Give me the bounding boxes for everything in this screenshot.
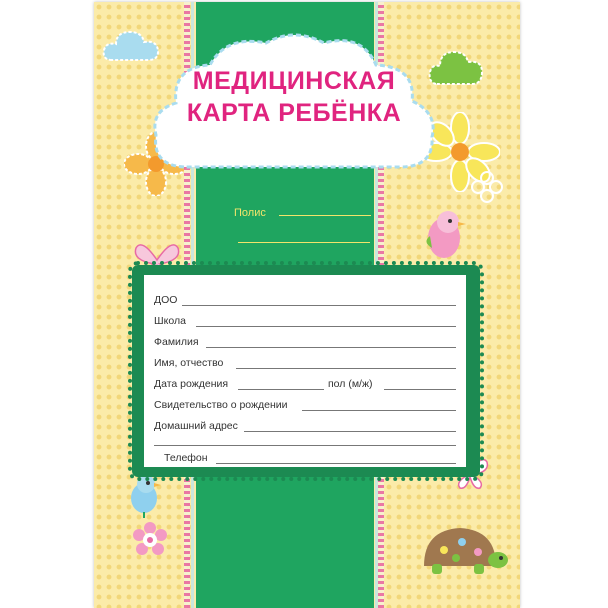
name-label: Имя, отчество	[154, 357, 224, 369]
surname-label: Фамилия	[154, 336, 199, 348]
form-frame	[132, 265, 480, 477]
school-line[interactable]	[196, 326, 456, 327]
certificate-line[interactable]	[302, 410, 456, 411]
policy-label: Полис	[234, 207, 266, 219]
white-flower-icon	[470, 170, 504, 204]
phone-line[interactable]	[216, 463, 456, 464]
turtle-icon	[418, 516, 508, 578]
doo-label: ДОО	[154, 294, 178, 306]
title-line-1: МЕДИЦИНСКАЯ	[192, 67, 396, 95]
pink-bird-icon	[420, 208, 470, 264]
info-form	[144, 275, 466, 467]
surname-line[interactable]	[206, 347, 456, 348]
title-cloud	[148, 27, 440, 177]
certificate-label: Свидетельство о рождении	[154, 399, 288, 411]
policy-line-2[interactable]	[238, 242, 370, 243]
name-line[interactable]	[236, 368, 456, 369]
address-line-2[interactable]	[154, 445, 456, 446]
birth-date-label: Дата рождения	[154, 378, 229, 390]
doo-line[interactable]	[182, 305, 456, 306]
policy-line[interactable]	[279, 215, 371, 216]
title-line-2: КАРТА РЕБЁНКА	[186, 99, 402, 127]
phone-label: Телефон	[164, 452, 208, 464]
address-label: Домашний адрес	[154, 420, 238, 432]
booklet-cover	[94, 2, 520, 608]
gender-label: пол (м/ж)	[328, 378, 373, 390]
policy-row	[234, 207, 374, 219]
pink-flower-icon	[130, 520, 170, 560]
school-label: Школа	[154, 315, 186, 327]
birth-date-line[interactable]	[238, 389, 324, 390]
address-line[interactable]	[244, 431, 456, 432]
gender-line[interactable]	[384, 389, 456, 390]
